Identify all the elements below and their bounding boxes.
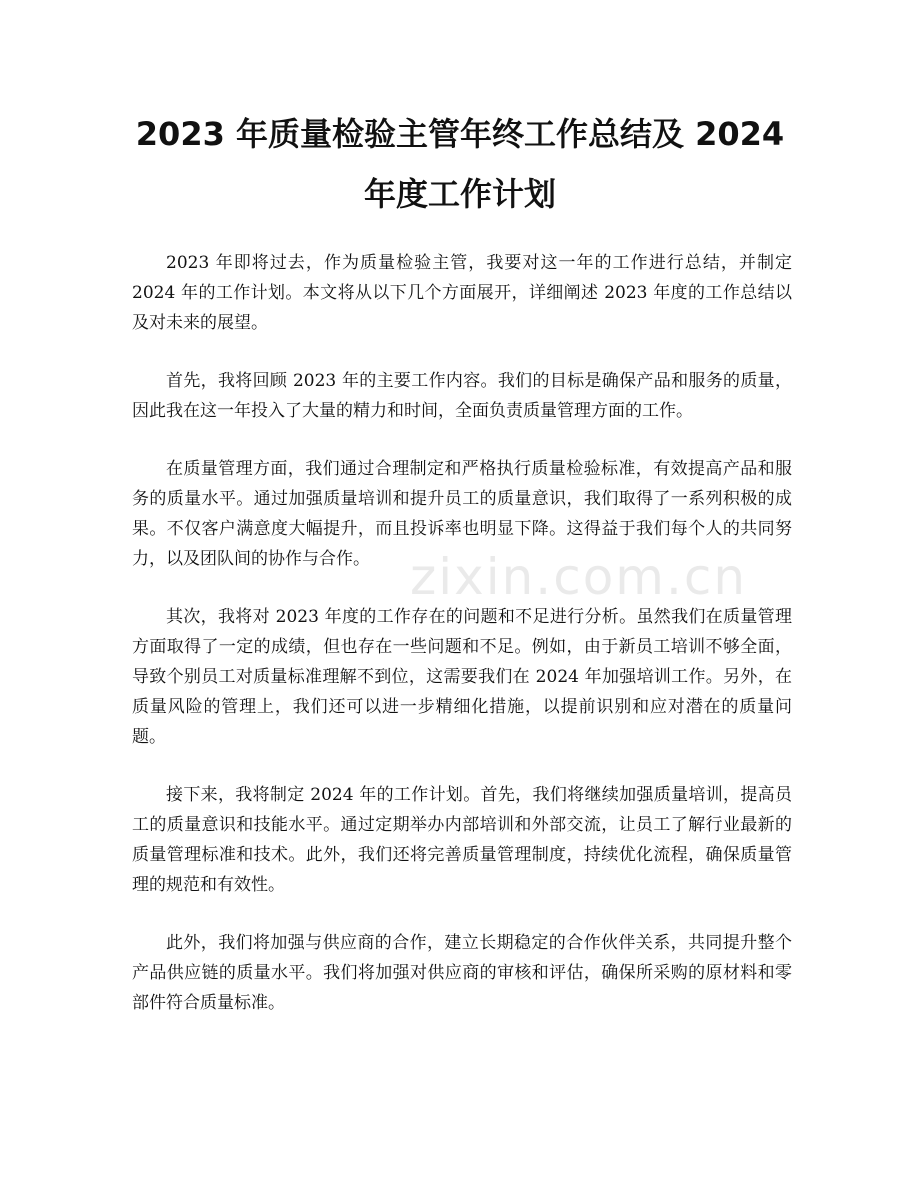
paragraph-review: 首先，我将回顾 2023 年的主要工作内容。我们的目标是确保产品和服务的质量，因此我在这一年投入了大量的精力和时间，全面负责质量管理方面的工作。 <box>132 371 792 421</box>
paragraph-plan: 接下来，我将制定 2024 年的工作计划。首先，我们将继续加强质量培训，提高员工的质量意识和技能水平。通过定期举办内部培训和外部交流，让员工了解行业最新的质量管理标准和技术。此外，我们还将完善质量管理制度，持续优化流程，确保质量管理的规范和有效性。 <box>132 785 792 895</box>
document-body <box>132 248 792 1046</box>
title-line-1: 2023 年质量检验主管年终工作总结及 2024 <box>135 115 785 153</box>
paragraph-intro: 2023 年即将过去，作为质量检验主管，我要对这一年的工作进行总结，并制定 2024 年的工作计划。本文将从以下几个方面展开，详细阐述 2023 年度的工作总结以及对未来的展望。 <box>132 253 792 333</box>
paragraph-problems: 其次，我将对 2023 年度的工作存在的问题和不足进行分析。虽然我们在质量管理方面取得了一定的成绩，但也存在一些问题和不足。例如，由于新员工培训不够全面，导致个别员工对质量标准理解不到位，这需要我们在 2024 年加强培训工作。另外，在质量风险的管理上，我们还可以进一步精细化措施，以提前识别和应对潜在的质量问题。 <box>132 607 792 747</box>
watermark: zixin.com.cn <box>410 548 748 606</box>
title-line-2: 年度工作计划 <box>363 175 556 213</box>
paragraph-quality-management: 在质量管理方面，我们通过合理制定和严格执行质量检验标准，有效提高产品和服务的质量水平。通过加强质量培训和提升员工的质量意识，我们取得了一系列积极的成果。不仅客户满意度大幅提升，而且投诉率也明显下降。这得益于我们每个人的共同努力，以及团队间的协作与合作。 <box>132 459 792 569</box>
document-title <box>130 104 790 224</box>
paragraph-suppliers: 此外，我们将加强与供应商的合作，建立长期稳定的合作伙伴关系，共同提升整个产品供应链的质量水平。我们将加强对供应商的审核和评估，确保所采购的原材料和零部件符合质量标准。 <box>132 933 792 1013</box>
